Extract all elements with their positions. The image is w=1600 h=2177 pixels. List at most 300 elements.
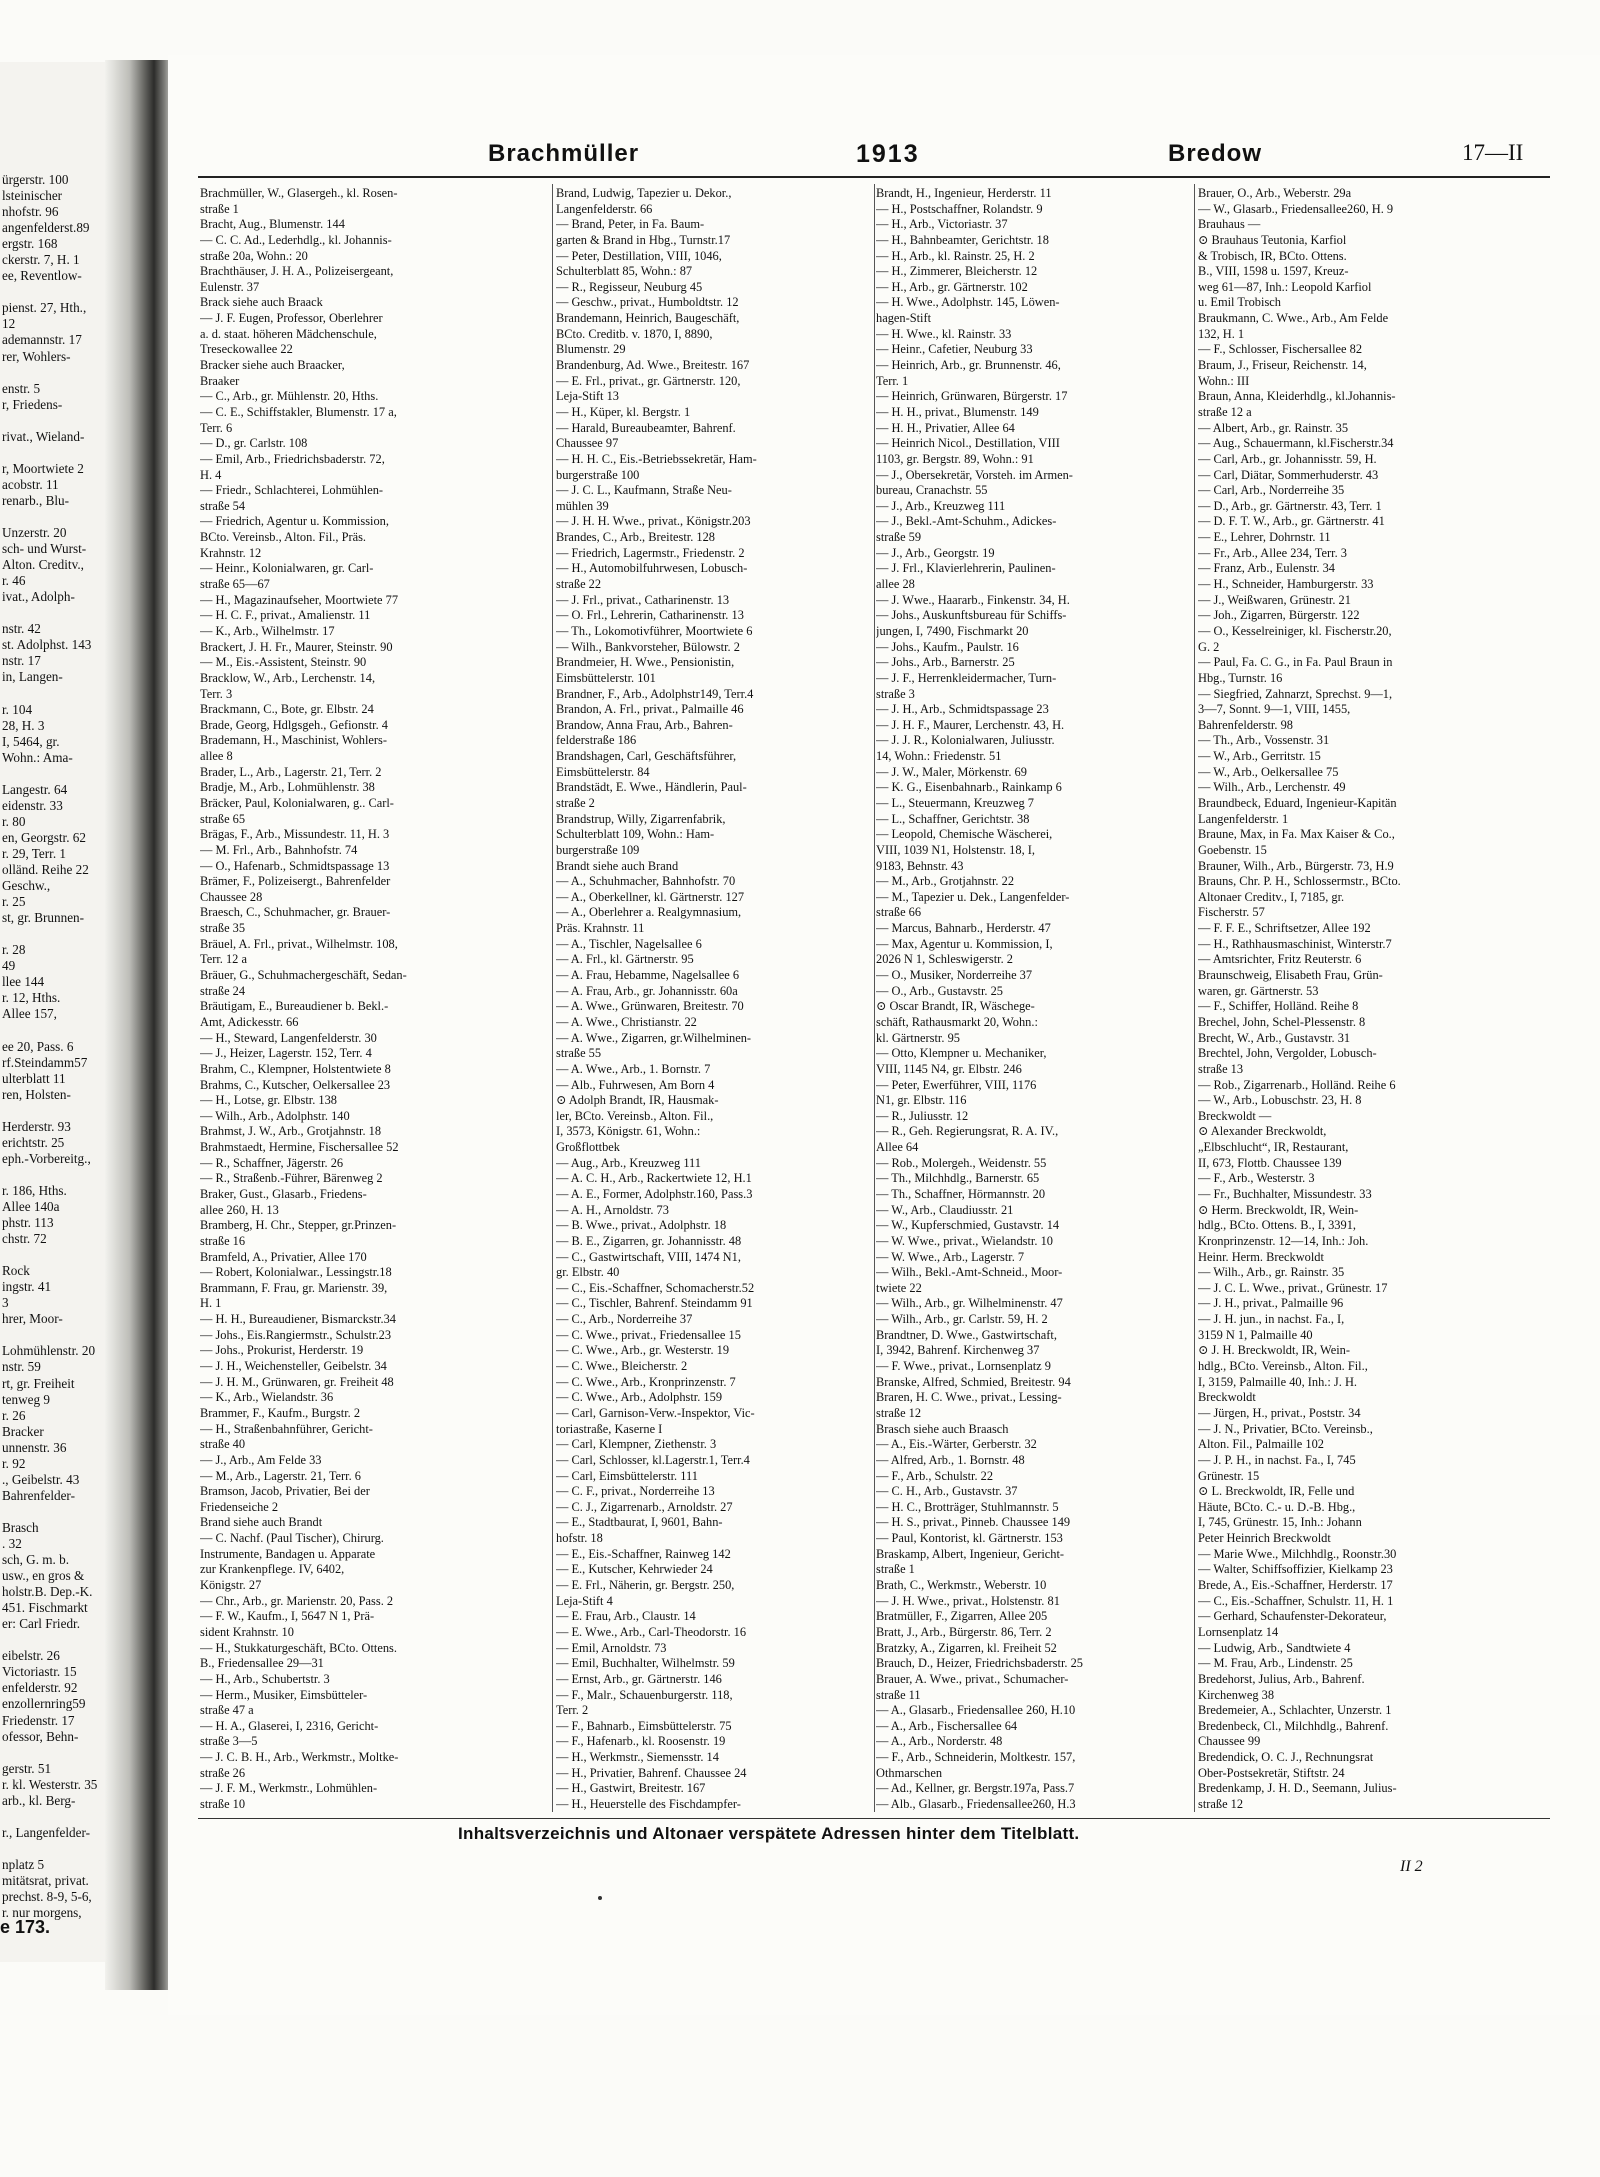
left-page-line: holstr.B. Dep.-K. — [2, 1584, 93, 1600]
directory-line: — H., Straßenbahnführer, Gericht- — [200, 1421, 373, 1436]
directory-line: — R., Regisseur, Neuburg 45 — [556, 279, 703, 294]
left-page-line: Lohmühlenstr. 20 — [2, 1343, 96, 1359]
left-page-line: llee 144 — [2, 974, 45, 990]
directory-line: — F., Schlosser, Fischersallee 82 — [1198, 342, 1363, 357]
left-page-line: acobstr. 11 — [2, 476, 59, 492]
directory-line: — H., Gastwirt, Breitestr. 167 — [556, 1781, 706, 1796]
directory-line: Leja-Stift 13 — [556, 389, 619, 404]
directory-line: — A., Eis.-Wärter, Gerberstr. 32 — [876, 1437, 1037, 1452]
directory-line: Alton. Fil., Palmaille 102 — [1198, 1437, 1324, 1452]
directory-line: — Rob., Molergeh., Weidenstr. 55 — [876, 1155, 1047, 1170]
directory-line: straße 10 — [200, 1796, 246, 1810]
directory-line: Braaker — [200, 373, 240, 388]
directory-line: — W., Kupferschmied, Gustavstr. 14 — [876, 1218, 1060, 1233]
directory-line: — K., Arb., Wielandstr. 36 — [200, 1390, 334, 1405]
directory-line: — H., Stukkaturgeschäft, BCto. Ottens. — [200, 1640, 397, 1655]
directory-line: — J., Heizer, Lagerstr. 152, Terr. 4 — [200, 1046, 372, 1061]
left-page-line: ee 20, Pass. 6 — [2, 1038, 74, 1054]
left-page-line: tenweg 9 — [2, 1391, 50, 1407]
left-page-line: nhofstr. 96 — [2, 204, 59, 220]
directory-line: — A., Glasarb., Friedensallee 260, H.10 — [876, 1703, 1076, 1718]
directory-line: straße 26 — [200, 1765, 246, 1780]
directory-line: Fischerstr. 57 — [1198, 905, 1265, 920]
left-page-line: hrer, Moor- — [2, 1311, 63, 1327]
directory-line: Brandtner, D. Wwe., Gastwirtschaft, — [876, 1327, 1057, 1342]
directory-line: — E., Lehrer, Dohrnstr. 11 — [1198, 530, 1331, 545]
directory-line: Brandes, C., Arb., Breitestr. 128 — [556, 530, 715, 545]
directory-line: Terr. 3 — [200, 686, 233, 701]
directory-line: Brahm, C., Klempner, Holstentwiete 8 — [200, 1061, 391, 1076]
directory-line: — F., Malr., Schauenburgerstr. 118, — [556, 1687, 733, 1702]
directory-line: — C. Wwe., Bleicherstr. 2 — [556, 1359, 688, 1374]
directory-line: — H. Wwe., kl. Rainstr. 33 — [876, 326, 1012, 341]
directory-line: — Carl, Schlosser, kl.Lagerstr.1, Terr.4 — [556, 1452, 750, 1467]
directory-line: — H., Steward, Langenfelderstr. 30 — [200, 1030, 377, 1045]
directory-line: mühlen 39 — [556, 498, 609, 513]
left-page-line: Friedenstr. 17 — [2, 1712, 75, 1728]
directory-line: — Jürgen, H., privat., Poststr. 34 — [1198, 1405, 1361, 1420]
left-page-line: angenfelderst.89 — [2, 220, 90, 236]
directory-line: — J. F., Herrenkleidermacher, Turn- — [876, 670, 1057, 685]
directory-line: — H., Schneider, Hamburgerstr. 33 — [1198, 577, 1374, 592]
directory-line: Brauns, Chr. P. H., Schlossermstr., BCto. — [1198, 874, 1401, 889]
directory-line: Brandow, Anna Frau, Arb., Bahren- — [556, 717, 733, 732]
directory-line: Braskamp, Albert, Ingenieur, Gericht- — [876, 1546, 1065, 1561]
directory-line: — Wilh., Bekl.-Amt-Schneid., Moor- — [876, 1265, 1063, 1280]
directory-line: Brede, A., Eis.-Schaffner, Herderstr. 17 — [1198, 1578, 1393, 1593]
directory-line: Braker, Gust., Glasarb., Friedens- — [200, 1187, 367, 1201]
directory-line: — J. H. F., Maurer, Lerchenstr. 43, H. — [876, 717, 1065, 732]
directory-line: — H. H. C., Eis.-Betriebssekretär, Ham- — [556, 451, 757, 466]
directory-line: — Th., Lokomotivführer, Moortwiete 6 — [556, 623, 753, 638]
directory-line: — W. Wwe., privat., Wielandstr. 10 — [876, 1233, 1053, 1248]
directory-line: — Th., Milchhdlg., Barnerstr. 65 — [876, 1171, 1040, 1186]
directory-line: — Robert, Kolonialwar., Lessingstr.18 — [200, 1265, 392, 1280]
directory-line: — F., Hafenarb., kl. Roosenstr. 19 — [556, 1734, 726, 1749]
directory-line: — J., Arb., Kreuzweg 111 — [876, 498, 1006, 513]
directory-line: sident Krahnstr. 10 — [200, 1624, 294, 1639]
directory-line: — Chr., Arb., gr. Marienstr. 20, Pass. 2 — [200, 1593, 394, 1608]
directory-line: — A. Frau, Hebamme, Nagelsallee 6 — [556, 968, 740, 983]
directory-line: — Friedr., Schlachterei, Lohmühlen- — [200, 483, 384, 498]
directory-column-1 — [200, 186, 548, 1810]
directory-line: — Ad., Kellner, gr. Bergstr.197a, Pass.7 — [876, 1781, 1075, 1796]
directory-line: — F. W., Kaufm., I, 5647 N 1, Prä- — [200, 1609, 375, 1624]
left-page-line: ivat., Adolph- — [2, 589, 75, 605]
directory-line: straße 12 — [1198, 1796, 1244, 1810]
left-page-line: Allee 140a — [2, 1199, 60, 1214]
left-page-line: ingstr. 41 — [2, 1279, 52, 1295]
directory-line: VIII, 1145 N4, gr. Elbstr. 246 — [876, 1061, 1022, 1076]
directory-line: — Th., Schaffner, Hörmannstr. 20 — [876, 1187, 1046, 1201]
directory-line: II, 673, Flottb. Chaussee 139 — [1198, 1155, 1342, 1170]
directory-line: Brechtel, John, Vergolder, Lobusch- — [1198, 1046, 1377, 1061]
left-page-line: r. 25 — [2, 894, 26, 910]
directory-line: — A. Frl., kl. Gärtnerstr. 95 — [556, 952, 694, 967]
left-page-line: lsteinischer — [2, 188, 63, 204]
left-page-line: st, gr. Brunnen- — [2, 910, 85, 926]
directory-line: Brahmst, J. W., Arb., Grotjahnstr. 18 — [200, 1124, 382, 1139]
directory-line: Brachmüller, W., Glasergeh., kl. Rosen- — [200, 186, 398, 200]
directory-line: Bramfeld, A., Privatier, Allee 170 — [200, 1249, 367, 1264]
directory-line: BCto. Vereinsb., Alton. Fil., Präs. — [200, 530, 367, 545]
directory-line: straße 54 — [200, 498, 246, 513]
directory-line: — Heinr., Kolonialwaren, gr. Carl- — [200, 561, 374, 576]
directory-line: — Geschw., privat., Humboldtstr. 12 — [556, 295, 739, 310]
directory-line: Brandstrup, Willy, Zigarrenfabrik, — [556, 811, 726, 826]
left-page-line: r. 26 — [2, 1407, 26, 1423]
directory-line: — E. Wwe., Arb., Carl-Theodorstr. 16 — [556, 1624, 747, 1639]
directory-line: — B. E., Zigarren, gr. Johannisstr. 48 — [556, 1233, 742, 1248]
directory-line: — C., Eis.-Schaffner, Schomacherstr.52 — [556, 1280, 755, 1295]
directory-line: — Johs., Kaufm., Paulstr. 16 — [876, 639, 1019, 654]
directory-line: Brademann, H., Maschinist, Wohlers- — [200, 733, 388, 748]
directory-line: ⊙ Adolph Brandt, IR, Hausmak- — [556, 1093, 719, 1108]
directory-line: — A., Arb., Fischersallee 64 — [876, 1718, 1018, 1733]
directory-line: — O. Frl., Lehrerin, Catharinenstr. 13 — [556, 608, 744, 623]
left-page-line: Wohn.: Ama- — [2, 749, 73, 765]
directory-line: straße 65—67 — [200, 577, 270, 592]
directory-line: 3159 N 1, Palmaille 40 — [1198, 1327, 1313, 1342]
directory-line: kl. Gärtnerstr. 95 — [876, 1030, 960, 1045]
directory-line: Treseckowallee 22 — [200, 342, 293, 357]
left-page-line: renarb., Blu- — [2, 492, 70, 508]
directory-line: Bredendick, O. C. J., Rechnungsrat — [1198, 1750, 1374, 1765]
directory-line: ⊙ Brauhaus Teutonia, Karfiol — [1198, 232, 1347, 247]
directory-line: — M., Tapezier u. Dek., Langenfelder- — [876, 889, 1070, 904]
directory-line: B., Friedensallee 29—31 — [200, 1656, 324, 1671]
directory-line: — Otto, Klempner u. Mechaniker, — [876, 1046, 1047, 1061]
directory-line: — Carl, Diätar, Sommerhuderstr. 43 — [1198, 467, 1379, 482]
directory-line: — C., Arb., gr. Mühlenstr. 20, Hths. — [200, 389, 379, 404]
directory-line: — Aug., Schauermann, kl.Fischerstr.34 — [1198, 436, 1394, 451]
directory-line: — J. H. M., Grünwaren, gr. Freiheit 48 — [200, 1374, 394, 1389]
directory-line: & Trobisch, IR, BCto. Ottens. — [1198, 248, 1347, 263]
directory-line: Brachthäuser, J. H. A., Polizeisergeant, — [200, 264, 394, 279]
left-page-line: r. 29, Terr. 1 — [2, 845, 67, 861]
directory-line: — J. H. jun., in nachst. Fa., I, — [1198, 1312, 1345, 1327]
directory-line: schäft, Rathausmarkt 20, Wohn.: — [876, 1014, 1038, 1029]
directory-line: Braundbeck, Eduard, Ingenieur-Kapitän — [1198, 795, 1397, 810]
directory-line: — H., Zimmerer, Bleicherstr. 12 — [876, 264, 1038, 279]
left-page-line: r, Friedens- — [2, 396, 63, 412]
directory-line: Brandt, H., Ingenieur, Herderstr. 11 — [876, 186, 1052, 200]
directory-line: — C. J., Zigarrenarb., Arnoldstr. 27 — [556, 1499, 733, 1514]
directory-line: Brader, L., Arb., Lagerstr. 21, Terr. 2 — [200, 764, 382, 779]
left-page-line: nstr. 17 — [2, 653, 41, 669]
directory-line: N1, gr. Elbstr. 116 — [876, 1093, 967, 1108]
directory-line: — M. Frau, Arb., Lindenstr. 25 — [1198, 1656, 1353, 1671]
left-page-line: r. 186, Hths. — [2, 1182, 67, 1198]
left-page-line: rf.Steindamm57 — [2, 1054, 88, 1070]
directory-line: Terr. 2 — [556, 1703, 589, 1718]
directory-line: Hbg., Turnstr. 16 — [1198, 670, 1283, 685]
directory-line: — H., Küper, kl. Bergstr. 1 — [556, 404, 691, 419]
directory-line: Bräuer, G., Schuhmachergeschäft, Sedan- — [200, 968, 407, 983]
directory-line: straße 11 — [876, 1687, 921, 1702]
directory-line: Brath, C., Werkmstr., Weberstr. 10 — [876, 1578, 1047, 1593]
directory-line: burgerstraße 100 — [556, 467, 640, 482]
left-page-line: er: Carl Friedr. — [2, 1616, 81, 1632]
directory-line: 14, Wohn.: Friedenstr. 51 — [876, 749, 1002, 764]
directory-line: — Heinrich, Grünwaren, Bürgerstr. 17 — [876, 389, 1068, 404]
directory-line: — H. H., privat., Blumenstr. 149 — [876, 404, 1039, 419]
directory-line: — Albert, Arb., gr. Rainstr. 35 — [1198, 420, 1349, 435]
directory-line: — Carl, Klempner, Ziethenstr. 3 — [556, 1437, 717, 1452]
directory-line: Großflottbek — [556, 1140, 621, 1155]
left-page-line: phstr. 113 — [2, 1215, 54, 1231]
directory-line: straße 13 — [1198, 1061, 1244, 1076]
directory-line: — Wilh., Arb., gr. Wilhelminenstr. 47 — [876, 1296, 1063, 1311]
directory-line: straße 65 — [200, 811, 246, 826]
directory-line: allee 260, H. 13 — [200, 1202, 279, 1217]
left-page-line: 28, H. 3 — [2, 717, 45, 733]
left-page-line: . 32 — [2, 1535, 22, 1551]
directory-line: Brade, Georg, Hdlgsgeh., Gefionstr. 4 — [200, 717, 389, 732]
directory-line: — D., Arb., gr. Gärtnerstr. 43, Terr. 1 — [1198, 498, 1382, 513]
directory-line: I, 745, Grünestr. 15, Inh.: Johann — [1198, 1515, 1362, 1530]
left-page-line: r. 104 — [2, 701, 33, 717]
directory-line: — A. Wwe., Christianstr. 22 — [556, 1014, 697, 1029]
book-spine-shadow — [105, 60, 175, 1990]
directory-line: — A. C. H., Arb., Rackertwiete 12, H.1 — [556, 1171, 752, 1186]
directory-line: — H., Privatier, Bahrenf. Chaussee 24 — [556, 1765, 747, 1780]
directory-column-4 — [1198, 186, 1554, 1810]
directory-line: Braukmann, C. Wwe., Arb., Am Felde — [1198, 311, 1389, 326]
directory-line: Bredenbeck, Cl., Milchhdlg., Bahrenf. — [1198, 1718, 1389, 1733]
directory-line: — Aug., Arb., Kreuzweg 111 — [556, 1155, 701, 1170]
left-page-line: ., Geibelstr. 43 — [2, 1471, 80, 1487]
directory-line: — E. Frl., Näherin, gr. Bergstr. 250, — [556, 1578, 735, 1593]
directory-line: felderstraße 186 — [556, 733, 637, 748]
left-page-line: Alton. Creditv., — [2, 557, 84, 573]
directory-line: straße 59 — [876, 530, 922, 545]
directory-line: Brahms, C., Kutscher, Oelkersallee 23 — [200, 1077, 391, 1092]
directory-line: Bratt, J., Arb., Bürgerstr. 86, Terr. 2 — [876, 1624, 1052, 1639]
left-page-line: r. 80 — [2, 813, 26, 829]
directory-line: — W., Arb., Gerritstr. 15 — [1198, 749, 1321, 764]
directory-line: 2026 N 1, Schleswigerstr. 2 — [876, 952, 1013, 967]
directory-line: straße 12 — [876, 1405, 922, 1420]
directory-line: Bredehorst, Julius, Arb., Bahrenf. — [1198, 1671, 1365, 1686]
directory-line: — Paul, Fa. C. G., in Fa. Paul Braun in — [1198, 655, 1393, 670]
directory-line: — J., Arb., Am Felde 33 — [200, 1452, 322, 1467]
directory-line: — C. Wwe., Arb., gr. Westerstr. 19 — [556, 1343, 730, 1358]
directory-line: — E., Eis.-Schaffner, Rainweg 142 — [556, 1546, 731, 1561]
directory-line: bureau, Cranachstr. 55 — [876, 483, 988, 498]
directory-line: — Wilh., Arb., Lerchenstr. 49 — [1198, 780, 1346, 795]
directory-line: — J., Weißwaren, Grünestr. 21 — [1198, 592, 1351, 607]
directory-line: — J. H., Weichensteller, Geibelstr. 34 — [200, 1359, 387, 1374]
directory-line: Braum, J., Friseur, Reichenstr. 14, — [1198, 358, 1367, 373]
directory-line: Langenfelderstr. 1 — [1198, 811, 1289, 826]
directory-line: ⊙ Herm. Breckwoldt, IR, Wein- — [1198, 1202, 1359, 1217]
directory-line: — H., Automobilfuhrwesen, Lobusch- — [556, 561, 748, 576]
directory-line: — L., Steuermann, Kreuzweg 7 — [876, 795, 1034, 810]
directory-line: — W., Arb., Lobuschstr. 23, H. 8 — [1198, 1093, 1362, 1108]
directory-line: — F., Schiffer, Holländ. Reihe 8 — [1198, 999, 1359, 1014]
directory-line: — J. H. Wwe., privat., Holstenstr. 81 — [876, 1593, 1060, 1608]
directory-line: Schulterblatt 85, Wohn.: 87 — [556, 264, 693, 279]
directory-line: — Alb., Fuhrwesen, Am Born 4 — [556, 1077, 715, 1092]
directory-line: Peter Heinrich Breckwoldt — [1198, 1531, 1331, 1546]
left-page-line: prechst. 8-9, 5-6, — [2, 1889, 92, 1905]
directory-line: — H. H., Bureaudiener, Bismarckstr.34 — [200, 1312, 396, 1327]
left-page-line: I, 5464, gr. — [2, 733, 60, 749]
directory-line: Allee 64 — [876, 1140, 919, 1155]
directory-line: — R., Geh. Regierungsrat, R. A. IV., — [876, 1124, 1059, 1139]
directory-line: H. 4 — [200, 467, 222, 482]
directory-line: Brammann, F. Frau, gr. Marienstr. 39, — [200, 1280, 388, 1295]
left-page-line: gerstr. 51 — [2, 1760, 52, 1776]
directory-line: — F., Arb., Schneiderin, Moltkestr. 157, — [876, 1750, 1076, 1765]
directory-line: Bräutigam, E., Bureaudiener b. Bekl.- — [200, 999, 389, 1014]
directory-line: — Wilh., Bankvorsteher, Bülowstr. 2 — [556, 639, 740, 654]
directory-line: toriastraße, Kaserne I — [556, 1421, 663, 1436]
directory-line: Brandon, A. Frl., privat., Palmaille 46 — [556, 702, 744, 717]
directory-line: Brackmann, C., Bote, gr. Elbstr. 24 — [200, 702, 374, 717]
directory-line: Chaussee 28 — [200, 889, 263, 904]
left-page-line: Unzerstr. 20 — [2, 525, 67, 541]
directory-line: — H., Arb., Victoriastr. 37 — [876, 217, 1008, 232]
directory-line: hdlg., BCto. Vereinsb., Alton. Fil., — [1198, 1359, 1368, 1374]
directory-line: Brandner, F., Arb., Adolphstr149, Terr.4 — [556, 686, 754, 701]
directory-line: — J. P. H., in nachst. Fa., I, 745 — [1198, 1452, 1356, 1467]
directory-line: ⊙ Oscar Brandt, IR, Wäschege- — [876, 999, 1035, 1014]
directory-line: Wohn.: III — [1198, 373, 1250, 388]
left-page-line: r, Moortwiete 2 — [2, 460, 84, 476]
directory-line: — O., Arb., Gustavstr. 25 — [876, 983, 1004, 998]
left-page-line: sch, G. m. b. — [2, 1552, 70, 1568]
directory-line: — C., Eis.-Schaffner, Schulstr. 11, H. 1 — [1198, 1593, 1394, 1608]
directory-line: 9183, Behnstr. 43 — [876, 858, 964, 873]
directory-line: — Peter, Destillation, VIII, 1046, — [556, 248, 722, 263]
directory-line: — H. H., Privatier, Allee 64 — [876, 420, 1015, 435]
header-year: 1913 — [856, 140, 920, 168]
directory-line: Brandemann, Heinrich, Baugeschäft, — [556, 311, 740, 326]
directory-line: — C., Gastwirtschaft, VIII, 1474 N1, — [556, 1249, 741, 1264]
directory-line: Brechel, John, Schel-Plessenstr. 8 — [1198, 1014, 1366, 1029]
directory-line: — H., Arb., kl. Rainstr. 25, H. 2 — [876, 248, 1035, 263]
left-page-line: ürgerstr. 100 — [2, 172, 69, 187]
directory-line: — R., Straßenb.-Führer, Bärenweg 2 — [200, 1171, 383, 1186]
left-page-line: mitätsrat, privat. — [2, 1872, 89, 1888]
directory-line: Brandt siehe auch Brand — [556, 858, 679, 873]
directory-line: — A., Oberlehrer a. Realgymnasium, — [556, 905, 742, 920]
directory-line: — C., Arb., Norderreihe 37 — [556, 1312, 693, 1327]
directory-line: — J., Obersekretär, Vorsteh. im Armen- — [876, 467, 1073, 482]
directory-line: Breckwoldt — [1198, 1390, 1256, 1405]
directory-line: — Johs., Auskunftsbureau für Schiffs- — [876, 608, 1067, 623]
left-page-line: Geschw., — [2, 878, 51, 894]
directory-line: — F., Bahnarb., Eimsbüttelerstr. 75 — [556, 1718, 732, 1733]
directory-line: Branske, Alfred, Schmied, Breitestr. 94 — [876, 1374, 1071, 1389]
directory-line: Brandmeier, H. Wwe., Pensionistin, — [556, 655, 735, 670]
directory-line: Terr. 12 a — [200, 952, 247, 967]
directory-line: Brecht, W., Arb., Gustavstr. 31 — [1198, 1030, 1351, 1045]
directory-line: zur Krankenpflege. IV, 6402, — [200, 1562, 345, 1577]
directory-line: Brämer, F., Polizeisergt., Bahrenfelder — [200, 874, 391, 889]
directory-line: — Marcus, Bahnarb., Herderstr. 47 — [876, 921, 1051, 936]
directory-line: Goebenstr. 15 — [1198, 842, 1267, 857]
directory-line: Terr. 1 — [876, 373, 909, 388]
directory-line: — Herm., Musiker, Eimsbütteler- — [200, 1687, 368, 1702]
directory-line: — Gerhard, Schaufenster-Dekorateur, — [1198, 1609, 1387, 1624]
directory-line: — H. A., Glaserei, I, 2316, Gericht- — [200, 1718, 379, 1733]
directory-line: Lornsenplatz 14 — [1198, 1624, 1279, 1639]
directory-line: B., VIII, 1598 u. 1597, Kreuz- — [1198, 264, 1349, 279]
directory-line: — Carl, Eimsbüttelerstr. 111 — [556, 1468, 698, 1483]
footer-note: Inhaltsverzeichnis und Altonaer verspätete Adressen hinter dem Titelblatt. — [458, 1824, 1080, 1843]
directory-line: — A. E., Former, Adolphstr.160, Pass.3 — [556, 1187, 753, 1201]
directory-line: — H., Arb., Schubertstr. 3 — [200, 1671, 330, 1686]
directory-line: Chaussee 97 — [556, 436, 619, 451]
directory-line: — J. C. L. Wwe., privat., Grünestr. 17 — [1198, 1280, 1388, 1295]
directory-line: — J., Bekl.-Amt-Schuhm., Adickes- — [876, 514, 1057, 529]
directory-line: straße 2 — [556, 795, 595, 810]
directory-line: gr. Elbstr. 40 — [556, 1265, 620, 1280]
left-page-line: r. 12, Hths. — [2, 990, 61, 1006]
directory-line: — Max, Agentur u. Kommission, I, — [876, 936, 1053, 951]
directory-line: — D., gr. Carlstr. 108 — [200, 436, 308, 451]
header-left-name: Brachmüller — [488, 140, 640, 167]
directory-line: — Emil, Arb., Friedrichsbaderstr. 72, — [200, 451, 385, 466]
directory-line: Eulenstr. 37 — [200, 279, 260, 294]
directory-line: — E. Frau, Arb., Claustr. 14 — [556, 1609, 696, 1624]
directory-line: Kirchenweg 38 — [1198, 1687, 1275, 1702]
directory-line: — J. C. L., Kaufmann, Straße Neu- — [556, 483, 732, 498]
directory-line: Präs. Krahnstr. 11 — [556, 921, 645, 936]
header-page-number: 17—II — [1462, 140, 1524, 165]
directory-line: — Marie Wwe., Milchhdlg., Roonstr.30 — [1198, 1546, 1397, 1561]
directory-line: ⊙ L. Breckwoldt, IR, Felle und — [1198, 1484, 1355, 1499]
directory-line: u. Emil Trobisch — [1198, 295, 1281, 310]
directory-column-3 — [876, 186, 1214, 1810]
directory-line: — H. C., Brotträger, Stuhlmannstr. 5 — [876, 1499, 1059, 1514]
directory-line: — Ludwig, Arb., Sandtwiete 4 — [1198, 1640, 1351, 1655]
directory-line: hagen-Stift — [876, 311, 932, 326]
directory-line: — J. H., Arb., Schmidtspassage 23 — [876, 702, 1049, 717]
directory-line: — Siegfried, Zahnarzt, Sprechst. 9—1, — [1198, 686, 1393, 701]
directory-line: garten & Brand in Hbg., Turnstr.17 — [556, 232, 731, 247]
directory-line: — Ernst, Arb., gr. Gärtnerstr. 146 — [556, 1671, 722, 1686]
directory-line: Bratzky, A., Zigarren, kl. Freiheit 52 — [876, 1640, 1057, 1655]
left-page-line: olländ. Reihe 22 — [2, 862, 89, 878]
directory-line: — C. Nachf. (Paul Tischer), Chirurg. — [200, 1531, 384, 1546]
directory-line: — C. F., privat., Norderreihe 13 — [556, 1484, 715, 1499]
left-page-line: enstr. 5 — [2, 380, 41, 396]
directory-line: Krahnstr. 12 — [200, 545, 262, 560]
directory-line: — Leopold, Chemische Wäscherei, — [876, 827, 1053, 842]
directory-line: — Johs., Eis.Rangiermstr., Schulstr.23 — [200, 1327, 392, 1342]
directory-line: — E. Frl., privat., gr. Gärtnerstr. 120, — [556, 373, 741, 388]
left-page-line: ckerstr. 7, H. 1 — [2, 252, 80, 268]
left-page-line: 3 — [2, 1295, 9, 1311]
directory-line: — F. Wwe., privat., Lornsenplatz 9 — [876, 1359, 1051, 1374]
directory-line: — Friedrich, Agentur u. Kommission, — [200, 514, 389, 529]
directory-line: — K., Arb., Wilhelmstr. 17 — [200, 623, 335, 638]
directory-line: — A., Oberkellner, kl. Gärtnerstr. 127 — [556, 889, 745, 904]
left-page-line: Bracker — [2, 1423, 44, 1439]
directory-line: — H., Magazinaufseher, Moortwiete 77 — [200, 592, 399, 607]
directory-line: straße 16 — [200, 1233, 246, 1248]
directory-line: — H. Wwe., Adolphstr. 145, Löwen- — [876, 295, 1060, 310]
directory-line: — J. C. B. H., Arb., Werkmstr., Moltke- — [200, 1750, 399, 1765]
directory-line: a. d. staat. höheren Mädchenschule, — [200, 326, 377, 341]
directory-line: — Carl, Arb., gr. Johannisstr. 59, H. — [1198, 451, 1377, 466]
directory-line: — Wilh., Arb., gr. Rainstr. 35 — [1198, 1265, 1345, 1280]
directory-line: Häute, BCto. C.- u. D.-B. Hbg., — [1198, 1499, 1356, 1514]
